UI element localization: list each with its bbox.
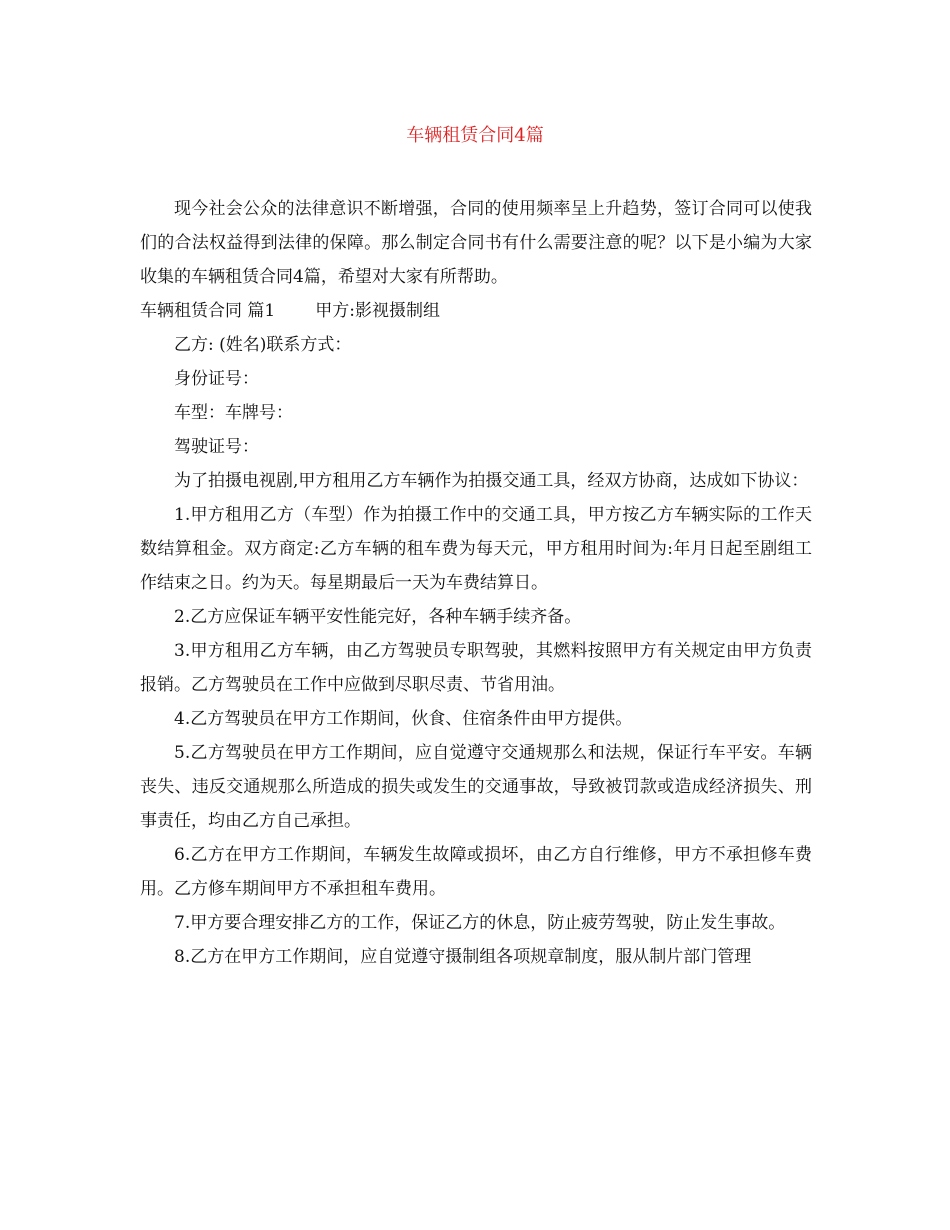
license-line: 驾驶证号： — [174, 437, 259, 457]
clause-7: 7.甲方要合理安排乙方的工作，保证乙方的休息，防止疲劳驾驶，防止发生事故。 — [174, 913, 786, 933]
intro-paragraph: 现今社会公众的法律意识不断增强，合同的使用频率呈上升趋势，签订合同可以使我们的合法权益得到法律的保障。那么制定合同书有什么需要注意的呢？以下是小编为大家收集的车辆租赁合同4篇，希望对大家有所帮助。 — [140, 199, 812, 287]
clause-1: 1.甲方租用乙方（车型）作为拍摄工作中的交通工具，甲方按乙方车辆实际的工作天数结算租金。双方商定:乙方车辆的租车费为每天元，甲方租用时间为:年月日起至剧组工作结束之日。约为天。每星期最后一天为车费结算日。 — [140, 505, 812, 593]
party-a-line: 甲方:影视摄制组 — [315, 301, 440, 321]
id-number-line: 身份证号： — [174, 369, 259, 389]
clause-8: 8.乙方在甲方工作期间，应自觉遵守摄制组各项规章制度，服从制片部门管理 — [174, 947, 752, 967]
clause-5: 5.乙方驾驶员在甲方工作期间，应自觉遵守交通规那么和法规，保证行车平安。车辆丧失、违反交通规那么所造成的损失或发生的交通事故，导致被罚款或造成经济损失、刑事责任，均由乙方自己承担。 — [140, 743, 812, 831]
clause-3: 3.甲方租用乙方车辆，由乙方驾驶员专职驾驶，其燃料按照甲方有关规定由甲方负责报销。乙方驾驶员在工作中应做到尽职尽责、节省用油。 — [140, 641, 812, 695]
clause-6: 6.乙方在甲方工作期间，车辆发生故障或损坏，由乙方自行维修，甲方不承担修车费用。乙方修车期间甲方不承担租车费用。 — [140, 845, 812, 899]
document-title: 车辆租赁合同4篇 — [406, 125, 544, 146]
clause-4: 4.乙方驾驶员在甲方工作期间，伙食、住宿条件由甲方提供。 — [174, 709, 633, 729]
party-b-line: 乙方: (姓名)联系方式： — [174, 335, 352, 355]
preamble-paragraph: 为了拍摄电视剧,甲方租用乙方车辆作为拍摄交通工具，经双方协商，达成如下协议： — [174, 471, 809, 491]
section-heading — [140, 294, 812, 328]
document-body — [140, 192, 812, 974]
section-label: 车辆租赁合同 篇1 — [140, 301, 276, 321]
vehicle-line: 车型：车牌号： — [174, 403, 293, 423]
clause-2: 2.乙方应保证车辆平安性能完好，各种车辆手续齐备。 — [174, 607, 582, 627]
